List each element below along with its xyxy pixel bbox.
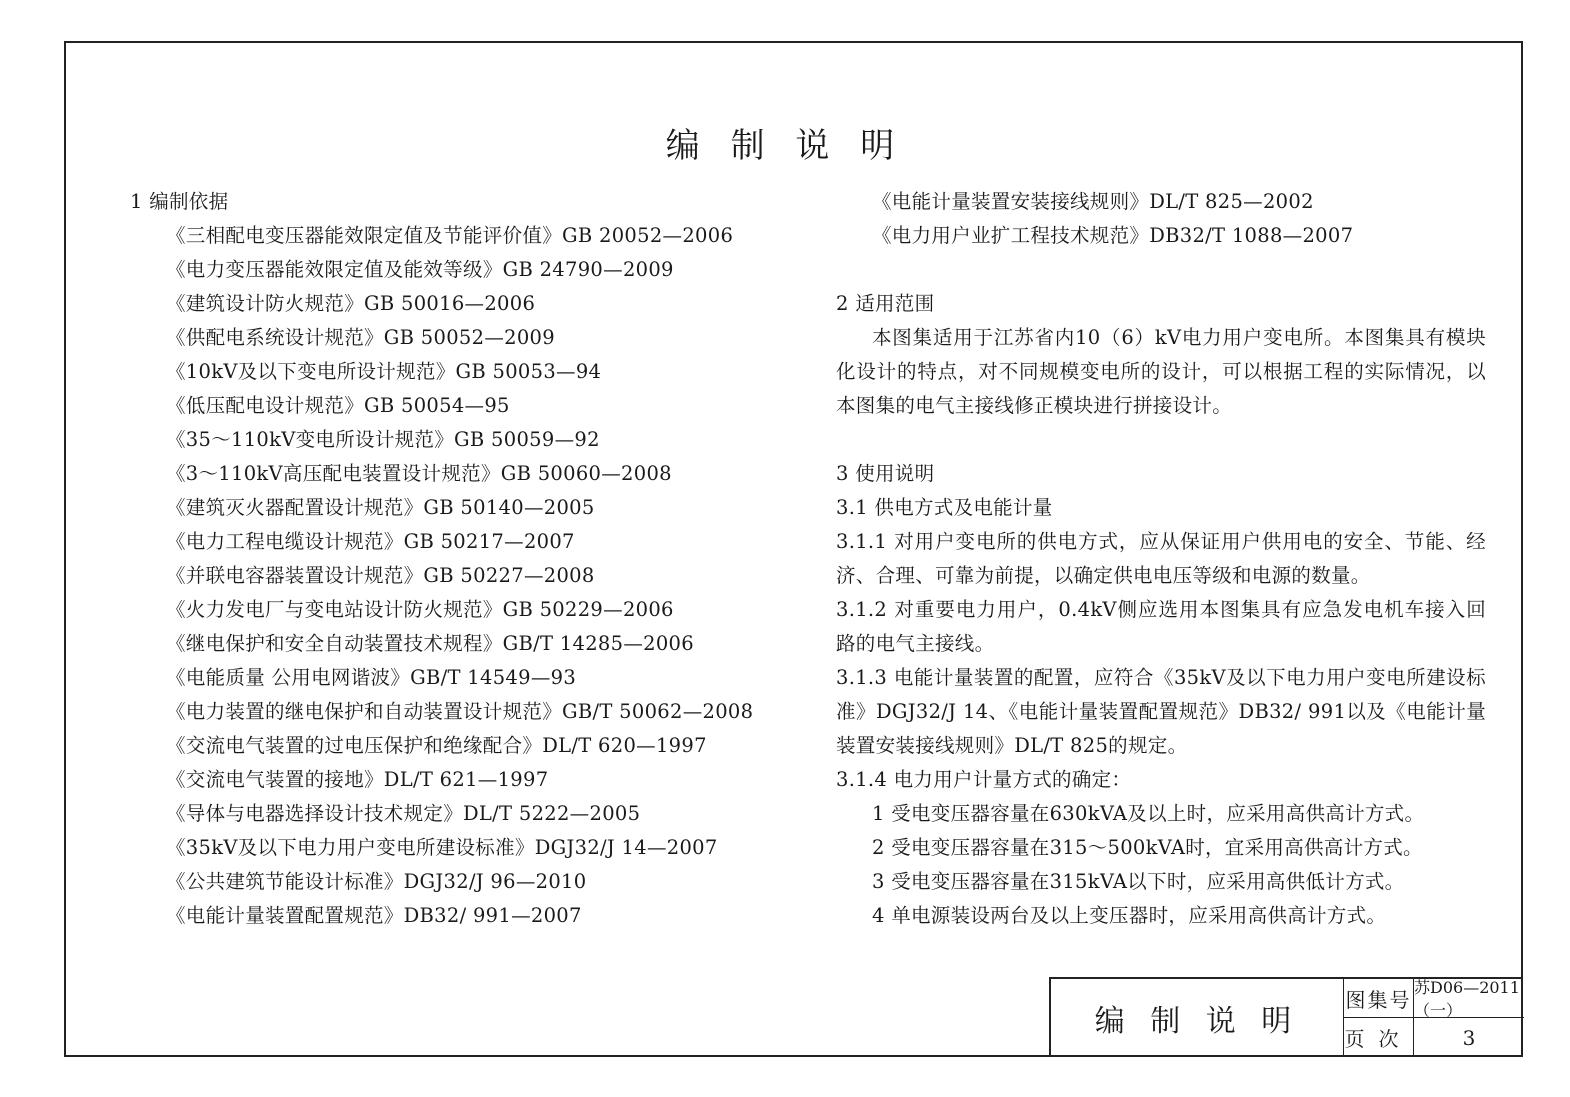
atlas-number-value: 苏D06—2011（一） xyxy=(1414,979,1524,1018)
reference-item: 《火力发电厂与变电站设计防火规范》GB 50229—2006 xyxy=(166,598,674,621)
reference-item: 《交流电气装置的过电压保护和绝缘配合》DL/T 620—1997 xyxy=(166,734,707,757)
reference-item: 《35kV及以下电力用户变电所建设标准》DGJ32/J 14—2007 xyxy=(166,836,718,859)
reference-item: 《导体与电器选择设计技术规定》DL/T 5222—2005 xyxy=(166,802,641,825)
title-block-name: 编 制 说 明 xyxy=(1094,1004,1300,1039)
right-column xyxy=(836,185,1486,933)
page-number-label: 页次 xyxy=(1344,1018,1414,1057)
reference-item: 《并联电容器装置设计规范》GB 50227—2008 xyxy=(166,564,595,587)
clause-3-1-4: 3.1.4 电力用户计量方式的确定： xyxy=(836,768,1132,791)
reference-item: 《电力装置的继电保护和自动装置设计规范》GB/T 50062—2008 xyxy=(166,700,754,723)
section-3-1-heading: 3.1 供电方式及电能计量 xyxy=(836,496,1053,519)
clause-3-1-2: 3.1.2 对重要电力用户，0.4kV侧应选用本图集具有应急发电机车接入回路的电气主接线。 xyxy=(836,598,1486,655)
reference-item: 《交流电气装置的接地》DL/T 621—1997 xyxy=(166,768,549,791)
reference-item: 《电力工程电缆设计规范》GB 50217—2007 xyxy=(166,530,575,553)
section-2-heading: 2 适用范围 xyxy=(836,292,935,315)
reference-item: 《电能质量 公用电网谐波》GB/T 14549—93 xyxy=(166,666,577,689)
reference-item: 《电力用户业扩工程技术规范》DB32/T 1088—2007 xyxy=(872,224,1354,247)
clause-3-1-3: 3.1.3 电能计量装置的配置，应符合《35kV及以下电力用户变电所建设标准》DGJ32/J 14、《电能计量装置配置规范》DB32/ 991以及《电能计量装置安装接线规则》DL/T 825的规定。 xyxy=(836,666,1486,757)
reference-item: 《电力变压器能效限定值及能效等级》GB 24790—2009 xyxy=(166,258,674,281)
page-number-value: 3 xyxy=(1462,1025,1476,1050)
list-item: 4 单电源装设两台及以上变压器时，应采用高供高计方式。 xyxy=(872,904,1387,927)
reference-item: 《建筑灭火器配置设计规范》GB 50140—2005 xyxy=(166,496,595,519)
reference-item: 《供配电系统设计规范》GB 50052—2009 xyxy=(166,326,555,349)
reference-item: 《继电保护和安全自动装置技术规程》GB/T 14285—2006 xyxy=(166,632,694,655)
section-2-paragraph: 本图集适用于江苏省内10（6）kV电力用户变电所。本图集具有模块化设计的特点，对不同规模变电所的设计，可以根据工程的实际情况，以本图集的电气主接线修正模块进行拼接设计。 xyxy=(836,326,1486,417)
reference-item: 《3～110kV高压配电装置设计规范》GB 50060—2008 xyxy=(166,462,672,485)
page-title: 编 制 说 明 xyxy=(665,126,905,166)
section-1-heading: 1 编制依据 xyxy=(130,190,229,213)
left-column xyxy=(130,185,810,933)
reference-item: 《35～110kV变电所设计规范》GB 50059—92 xyxy=(166,428,600,451)
reference-item: 《电能计量装置配置规范》DB32/ 991—2007 xyxy=(166,904,582,927)
reference-item: 《三相配电变压器能效限定值及节能评价值》GB 20052—2006 xyxy=(166,224,734,247)
reference-item: 《电能计量装置安装接线规则》DL/T 825—2002 xyxy=(872,190,1314,213)
list-item: 2 受电变压器容量在315～500kVA时，宜采用高供高计方式。 xyxy=(872,836,1423,859)
title-block xyxy=(1049,977,1523,1057)
list-item: 1 受电变压器容量在630kVA及以上时，应采用高供高计方式。 xyxy=(872,802,1425,825)
section-3-heading: 3 使用说明 xyxy=(836,462,935,485)
clause-3-1-1: 3.1.1 对用户变电所的供电方式，应从保证用户供用电的安全、节能、经济、合理、可靠为前提，以确定供电电压等级和电源的数量。 xyxy=(836,530,1486,587)
reference-item: 《公共建筑节能设计标准》DGJ32/J 96—2010 xyxy=(166,870,587,893)
reference-item: 《建筑设计防火规范》GB 50016—2006 xyxy=(166,292,536,315)
reference-item: 《低压配电设计规范》GB 50054—95 xyxy=(166,394,510,417)
list-item: 3 受电变压器容量在315kVA以下时，应采用高供低计方式。 xyxy=(872,870,1405,893)
title-block-grid xyxy=(1343,979,1523,1057)
atlas-number-label: 图集号 xyxy=(1344,979,1414,1018)
reference-item: 《10kV及以下变电所设计规范》GB 50053—94 xyxy=(166,360,602,383)
